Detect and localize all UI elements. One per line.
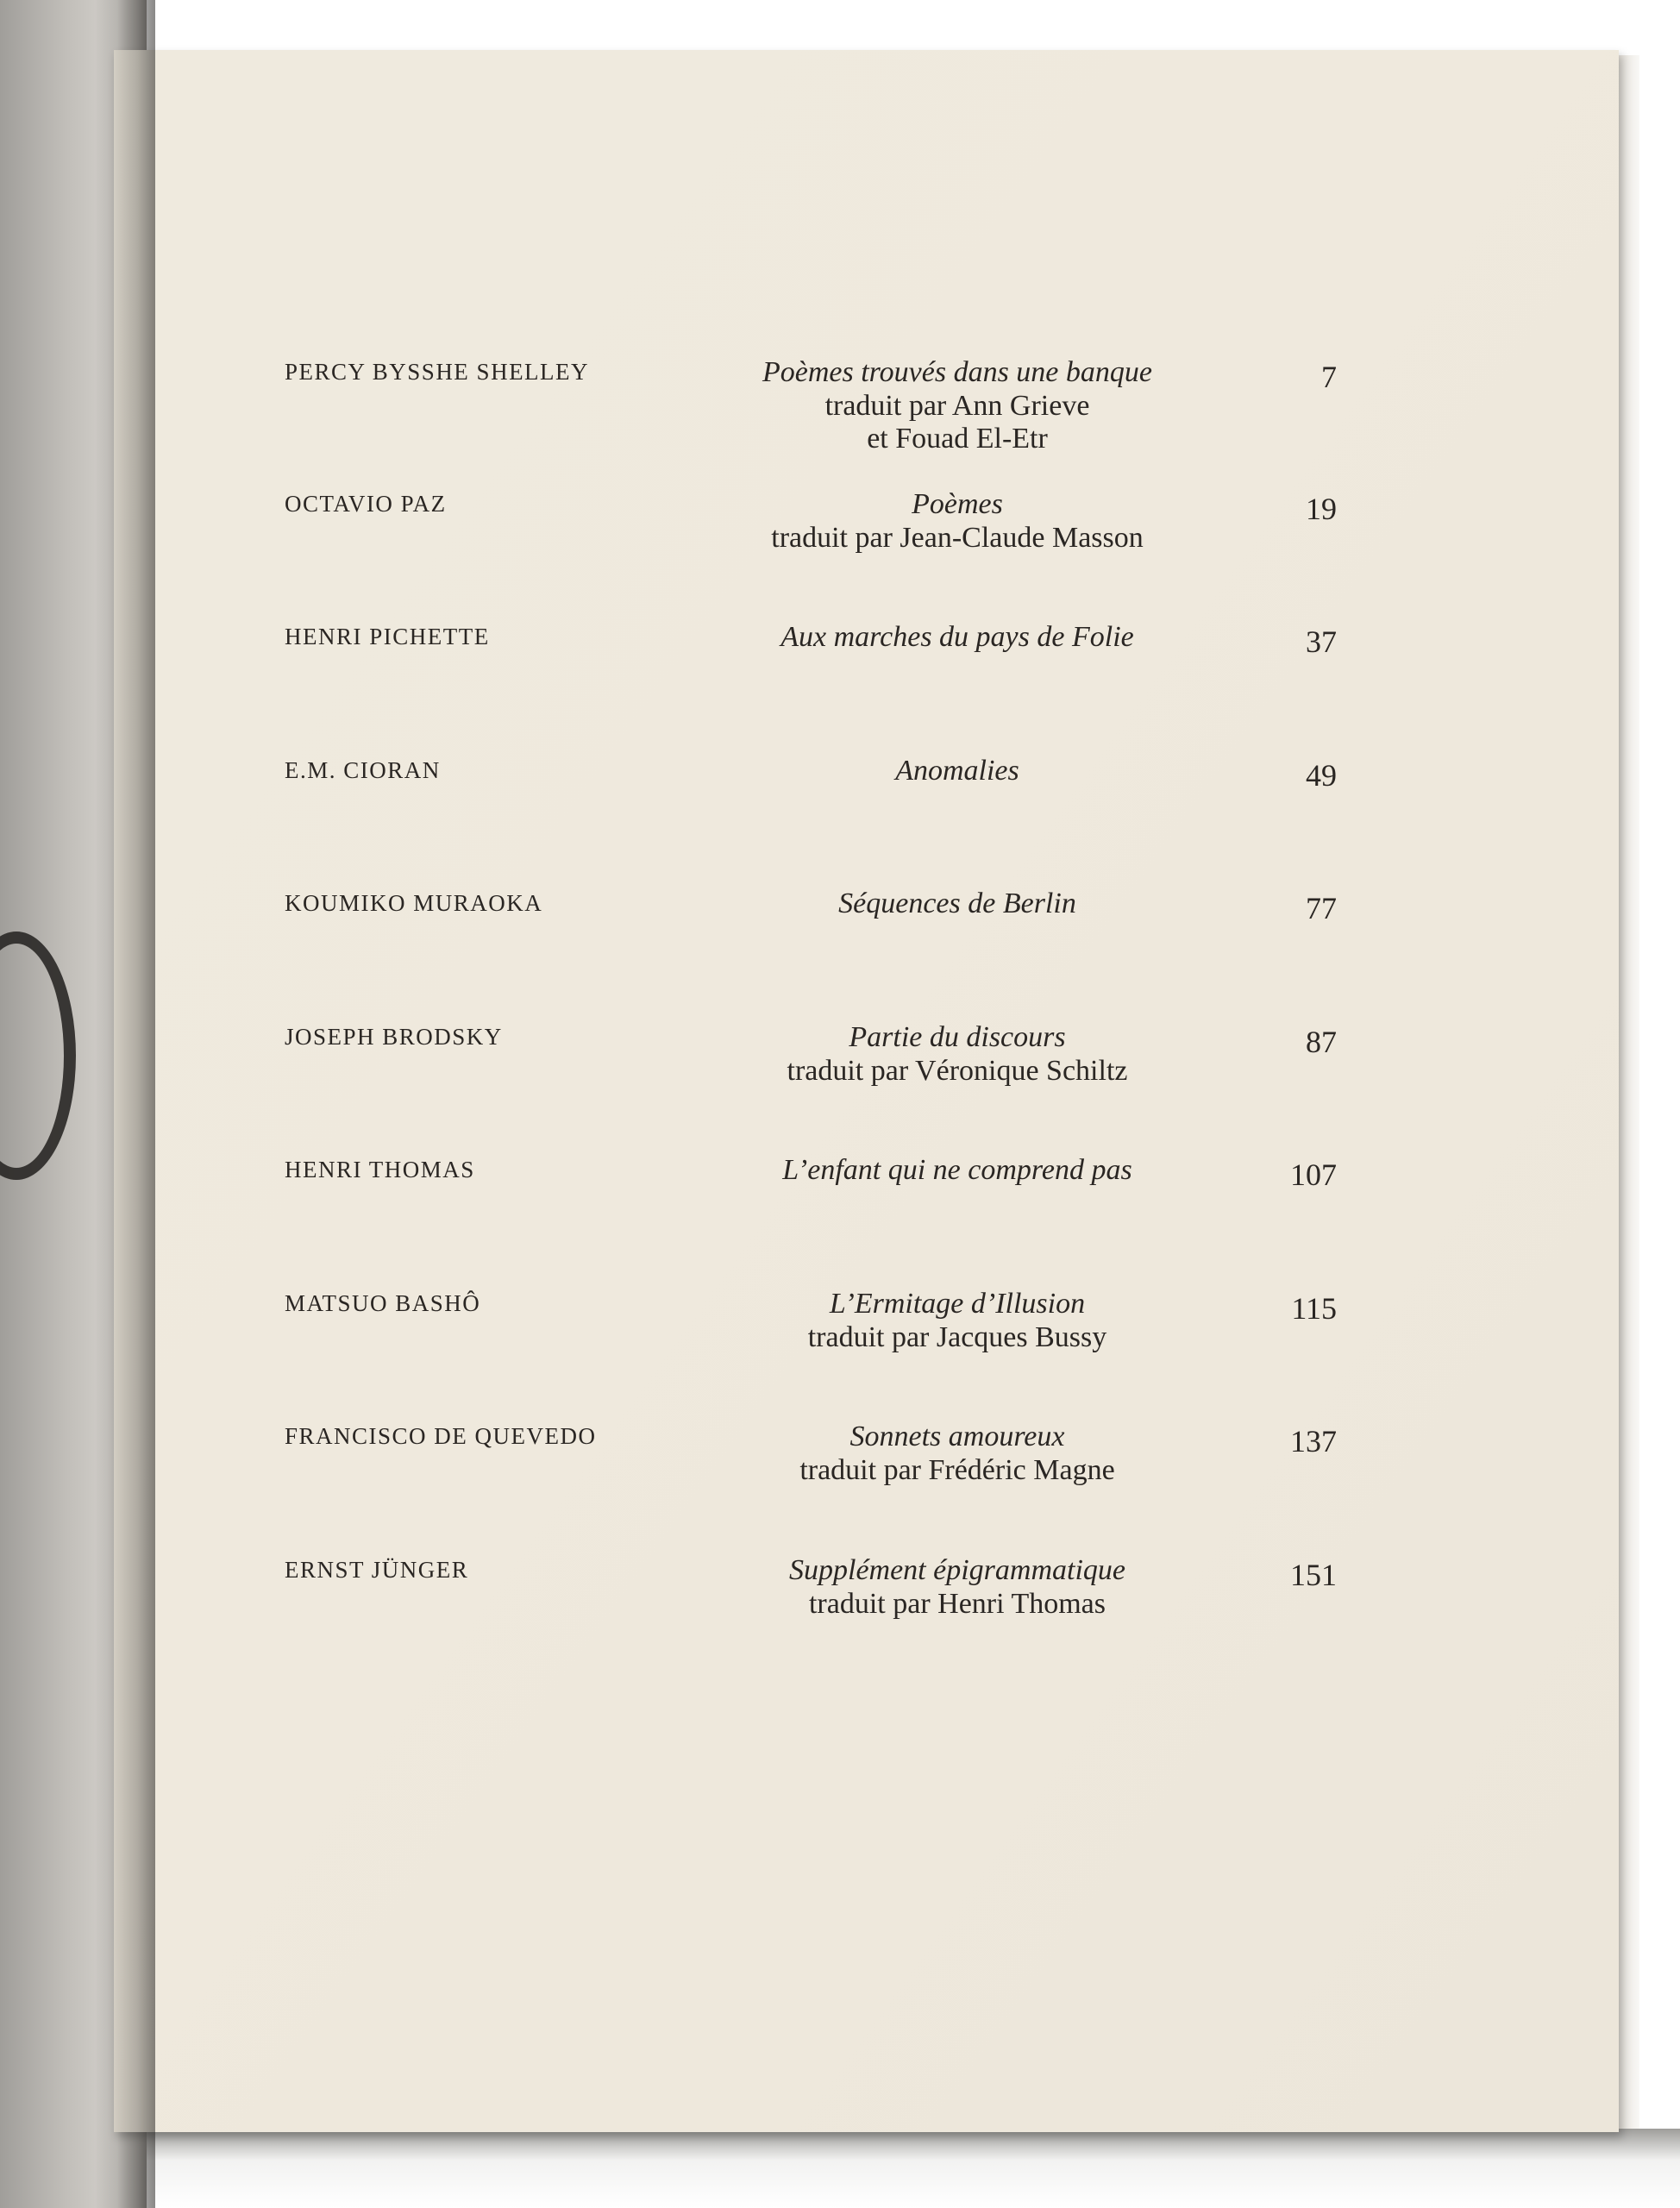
toc-page-number: 77	[1306, 891, 1337, 925]
toc-author: HENRI THOMAS	[285, 1157, 475, 1182]
toc-title: Poèmes	[912, 488, 1003, 520]
toc-title: Anomalies	[895, 755, 1019, 787]
toc-translator-line: traduit par Frédéric Magne	[799, 1454, 1115, 1486]
toc-title-block	[699, 1420, 1216, 1487]
toc-page-number: 151	[1290, 1558, 1337, 1592]
toc-page-number: 137	[1290, 1424, 1337, 1458]
toc-page-number: 87	[1306, 1025, 1337, 1059]
toc-title-block	[699, 754, 1216, 788]
toc-page-number: 107	[1290, 1157, 1337, 1192]
toc-page-number: 37	[1306, 624, 1337, 659]
toc-translator-line: et Fouad El-Etr	[867, 423, 1048, 455]
toc-author: OCTAVIO PAZ	[285, 491, 447, 517]
toc-translator-line: traduit par Jean-Claude Masson	[771, 522, 1144, 554]
toc-author: E.M. CIORAN	[285, 757, 441, 783]
toc-translator-line: traduit par Véronique Schiltz	[787, 1055, 1128, 1087]
toc-title-block	[699, 355, 1216, 455]
toc-title: Sonnets amoureux	[849, 1421, 1065, 1452]
toc-translator-line: traduit par Jacques Bussy	[807, 1321, 1107, 1353]
toc-title: Partie du discours	[849, 1021, 1066, 1053]
toc-author: FRANCISCO DE QUEVEDO	[285, 1423, 597, 1449]
toc-translator-line: traduit par Henri Thomas	[808, 1588, 1106, 1620]
toc-page-number: 115	[1291, 1291, 1337, 1326]
toc-author: HENRI PICHETTE	[285, 624, 490, 649]
toc-title: Aux marches du pays de Folie	[780, 621, 1134, 653]
toc-title: Supplément épigrammatique	[789, 1554, 1125, 1586]
toc-title-block	[699, 620, 1216, 655]
toc-title-block	[699, 1287, 1216, 1354]
toc-author: PERCY BYSSHE SHELLEY	[285, 359, 590, 385]
toc-title-block	[699, 487, 1216, 555]
toc-title-block	[699, 1153, 1216, 1188]
toc-title-block	[699, 887, 1216, 921]
toc-translator-line: traduit par Ann Grieve	[824, 390, 1090, 422]
toc-title-block	[699, 1553, 1216, 1621]
toc-title: Poèmes trouvés dans une banque	[762, 356, 1152, 388]
toc-title: L’Ermitage d’Illusion	[829, 1288, 1086, 1320]
toc-author: MATSUO BASHÔ	[285, 1290, 481, 1316]
toc-title-block	[699, 1020, 1216, 1088]
toc-author: KOUMIKO MURAOKA	[285, 890, 543, 916]
toc-page-number: 19	[1306, 492, 1337, 526]
toc-title: Séquences de Berlin	[838, 888, 1076, 919]
toc-author: JOSEPH BRODSKY	[285, 1024, 503, 1050]
toc-title: L’enfant qui ne comprend pas	[782, 1154, 1132, 1186]
toc-page-number: 7	[1321, 360, 1337, 394]
toc-page-number: 49	[1306, 758, 1337, 793]
toc-author: ERNST JÜNGER	[285, 1557, 469, 1583]
